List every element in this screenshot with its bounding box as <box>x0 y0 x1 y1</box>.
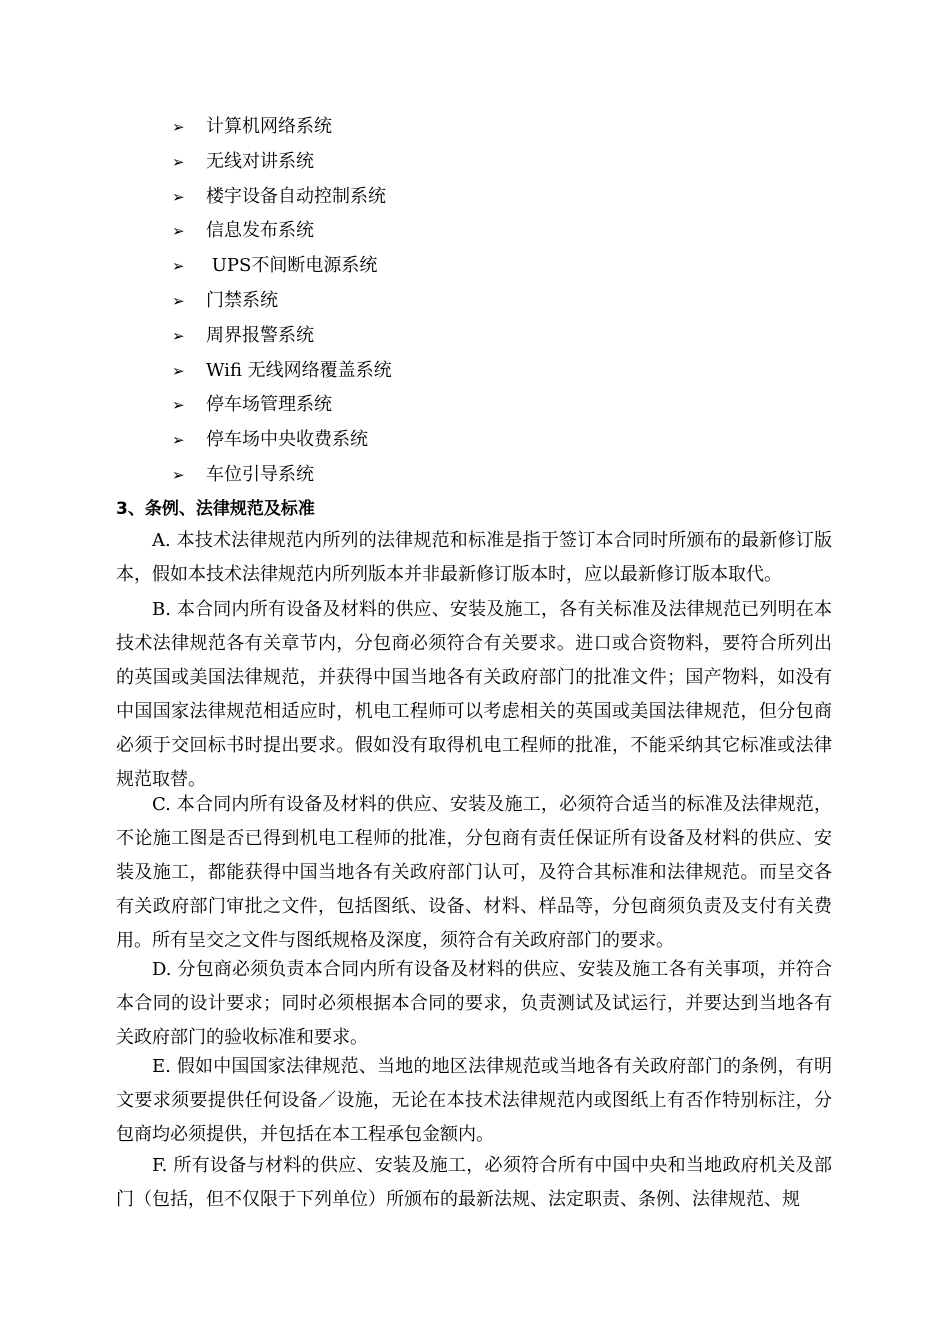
paragraph-c: C. 本合同内所有设备及材料的供应、安装及施工，必须符合适当的标准及法律规范，不论施工图是否已得到机电工程师的批准，分包商有责任保证所有设备及材料的供应、安装及施工，都能获得中国当地各有关政府部门认可，及符合其标准和法律规范。而呈交各有关政府部门审批之文件，包括图纸、设备、材料、样品等，分包商须负责及支付有关费用。所有呈交之文件与图纸规格及深度，须符合有关政府部门的要求。 <box>116 794 832 951</box>
arrow-bullet-icon: ➢ <box>172 361 185 380</box>
paragraph-d: D. 分包商必须负责本合同内所有设备及材料的供应、安装及施工各有关事项，并符合本合同的设计要求；同时必须根据本合同的要求，负责测试及试运行，并要达到当地各有关政府部门的验收标准和要求。 <box>116 959 832 1048</box>
system-list <box>172 112 392 495</box>
list-item <box>172 390 392 425</box>
list-item-text: 车位引导系统 <box>206 463 314 485</box>
arrow-bullet-icon: ➢ <box>172 152 185 171</box>
paragraph-e: E. 假如中国国家法律规范、当地的地区法律规范或当地各有关政府部门的条例，有明文要求须要提供任何设备／设施，无论在本技术法律规范内或图纸上有否作特别标注，分包商均必须提供，并包括在本工程承包金额内。 <box>116 1056 832 1145</box>
list-item <box>172 112 392 147</box>
arrow-bullet-icon: ➢ <box>172 326 185 345</box>
list-item <box>172 182 392 217</box>
arrow-bullet-icon: ➢ <box>172 396 185 415</box>
list-item-text: 门禁系统 <box>206 289 278 311</box>
paragraph-a: A. 本技术法律规范内所列的法律规范和标准是指于签订本合同时所颁布的最新修订版本，假如本技术法律规范内所列版本并非最新修订版本时，应以最新修订版本取代。 <box>116 530 832 585</box>
arrow-bullet-icon: ➢ <box>172 187 185 206</box>
section-heading: 3、条例、法律规范及标准 <box>116 499 315 519</box>
paragraph-f: F. 所有设备与材料的供应、安装及施工，必须符合所有中国中央和当地政府机关及部门（包括，但不仅限于下列单位）所颁布的最新法规、法定职责、条例、法律规范、规 <box>116 1155 832 1210</box>
list-item-text: 无线对讲系统 <box>206 150 314 172</box>
list-item-text: UPS不间断电源系统 <box>206 255 378 277</box>
list-item-text: 停车场中央收费系统 <box>206 429 368 451</box>
list-item-text: 周界报警系统 <box>206 324 314 346</box>
list-item-text: 计算机网络系统 <box>206 116 332 137</box>
list-item-text: 停车场管理系统 <box>206 394 332 416</box>
list-item-text: 楼宇设备自动控制系统 <box>206 185 386 207</box>
paragraph-b: B. 本合同内所有设备及材料的供应、安装及施工，各有关标准及法律规范已列明在本技术法律规范各有关章节内，分包商必须符合有关要求。进口或合资物料，要符合所列出的英国或美国法律规范，并获得中国当地各有关政府部门的批准文件；国产物料，如没有中国国家法律规范相适应时，机电工程师可以考虑相关的英国或美国法律规范，但分包商必须于交回标书时提出要求。假如没有取得机电工程师的批准，不能采纳其它标准或法律规范取替。 <box>116 599 832 790</box>
arrow-bullet-icon: ➢ <box>172 291 185 310</box>
arrow-bullet-icon: ➢ <box>172 465 185 484</box>
list-item <box>172 251 392 286</box>
arrow-bullet-icon: ➢ <box>172 257 185 276</box>
list-item <box>172 286 392 321</box>
list-item <box>172 147 392 182</box>
list-item <box>172 460 392 495</box>
list-item-text: Wifi 无线网络覆盖系统 <box>206 359 392 381</box>
list-item <box>172 321 392 356</box>
list-item <box>172 356 392 391</box>
arrow-bullet-icon: ➢ <box>172 431 185 450</box>
list-item <box>172 425 392 460</box>
list-item-text: 信息发布系统 <box>206 220 314 242</box>
list-item <box>172 216 392 251</box>
arrow-bullet-icon: ➢ <box>172 118 185 136</box>
arrow-bullet-icon: ➢ <box>172 222 185 241</box>
